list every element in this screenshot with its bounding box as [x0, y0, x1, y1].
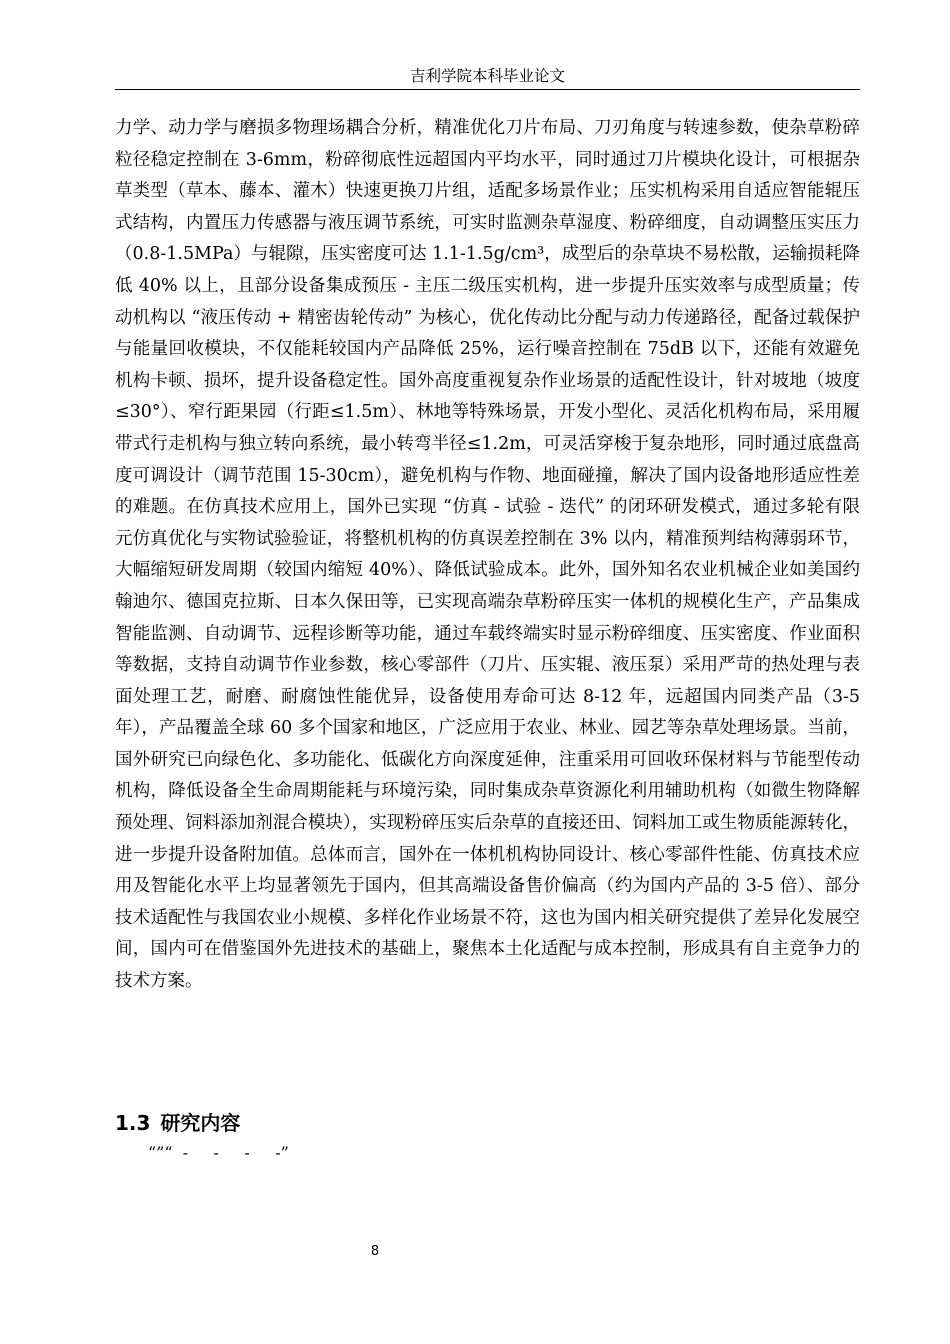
page-number: 8 — [370, 1244, 380, 1259]
body-paragraph: 力学、动力学与磨损多物理场耦合分析，精准优化刀片布局、刀刃角度与转速参数，使杂草粉碎粒径稳定控制在 3-6mm，粉碎彻底性远超国内平均水平，同时通过刀片模块化设计，可根据杂草类型（草本、藤本、灌木）快速更换刀片组，适配多场景作业；压实机构采用自适应智能辊压式结构，内置压力传感器与液压调节系统，可实时监测杂草湿度、粉碎细度，自动调整压实压力（0.8-1.5MPa）与辊隙，压实密度可达 1.1-1.5g/cm³，成型后的杂草块不易松散，运输损耗降低 40% 以上，且部分设备集成预压 - 主压二级压实机构，进一步提升压实效率与成型质量；传动机构以 “液压传动 + 精密齿轮传动” 为核心，优化传动比分配与动力传递路径，配备过载保护与能量回收模块，不仅能耗较国内产品降低 25%，运行噪音控制在 75dB 以下，还能有效避免机构卡顿、损坏，提升设备稳定性。国外高度重视复杂作业场景的适配性设计，针对坡地（坡度≤30°）、窄行距果园（行距≤1.5m）、林地等特殊场景，开发小型化、灵活化机构布局，采用履带式行走机构与独立转向系统，最小转弯半径≤1.2m，可灵活穿梭于复杂地形，同时通过底盘高度可调设计（调节范围 15-30cm），避免机构与作物、地面碰撞，解决了国内设备地形适应性差的难题。在仿真技术应用上，国外已实现 “仿真 - 试验 - 迭代” 的闭环研发模式，通过多轮有限元仿真优化与实物试验验证，将整机机构的仿真误差控制在 3% 以内，精准预判结构薄弱环节，大幅缩短研发周期（较国内缩短 40%）、降低试验成本。此外，国外知名农业机械企业如美国约翰迪尔、德国克拉斯、日本久保田等，已实现高端杂草粉碎压实一体机的规模化生产，产品集成智能监测、自动调节、远程诊断等功能，通过车载终端实时显示粉碎细度、压实密度、作业面积等数据，支持自动调节作业参数，核心零部件（刀片、压实辊、液压泵）采用严苛的热处理与表面处理工艺，耐磨、耐腐蚀性能优异，设备使用寿命可达 8-12 年，远超国内同类产品（3-5 年），产品覆盖全球 60 多个国家和地区，广泛应用于农业、林业、园艺等杂草处理场景。当前，国外研究已向绿色化、多功能化、低碳化方向深度延伸，注重采用可回收环保材料与节能型传动机构，降低设备全生命周期能耗与环境污染，同时集成杂草资源化利用辅助机构（如微生物降解预处理、饲料添加剂混合模块），实现粉碎压实后杂草的直接还田、饲料加工或生物质能源转化，进一步提升设备附加值。总体而言，国外在一体机机构协同设计、核心零部件性能、仿真技术应用及智能化水平上均显著领先于国内，但其高端设备售价偏高（约为国内产品的 3-5 倍）、部分技术适配性与我国农业小规模、多样化作业场景不符，这也为国内相关研究提供了差异化发展空间，国内可在借鉴国外先进技术的基础上，聚焦本土化适配与成本控制，形成具有自主竞争力的技术方案。 — [115, 118, 860, 992]
section-title: 研究内容 — [160, 1111, 241, 1135]
quote-dash-residue: “”“ - - - -” — [148, 1143, 289, 1162]
running-header: 吉利学院本科毕业论文 — [409, 67, 565, 85]
section-number: 1.3 — [115, 1111, 151, 1135]
header-divider — [115, 89, 860, 90]
section-heading — [115, 1107, 240, 1139]
